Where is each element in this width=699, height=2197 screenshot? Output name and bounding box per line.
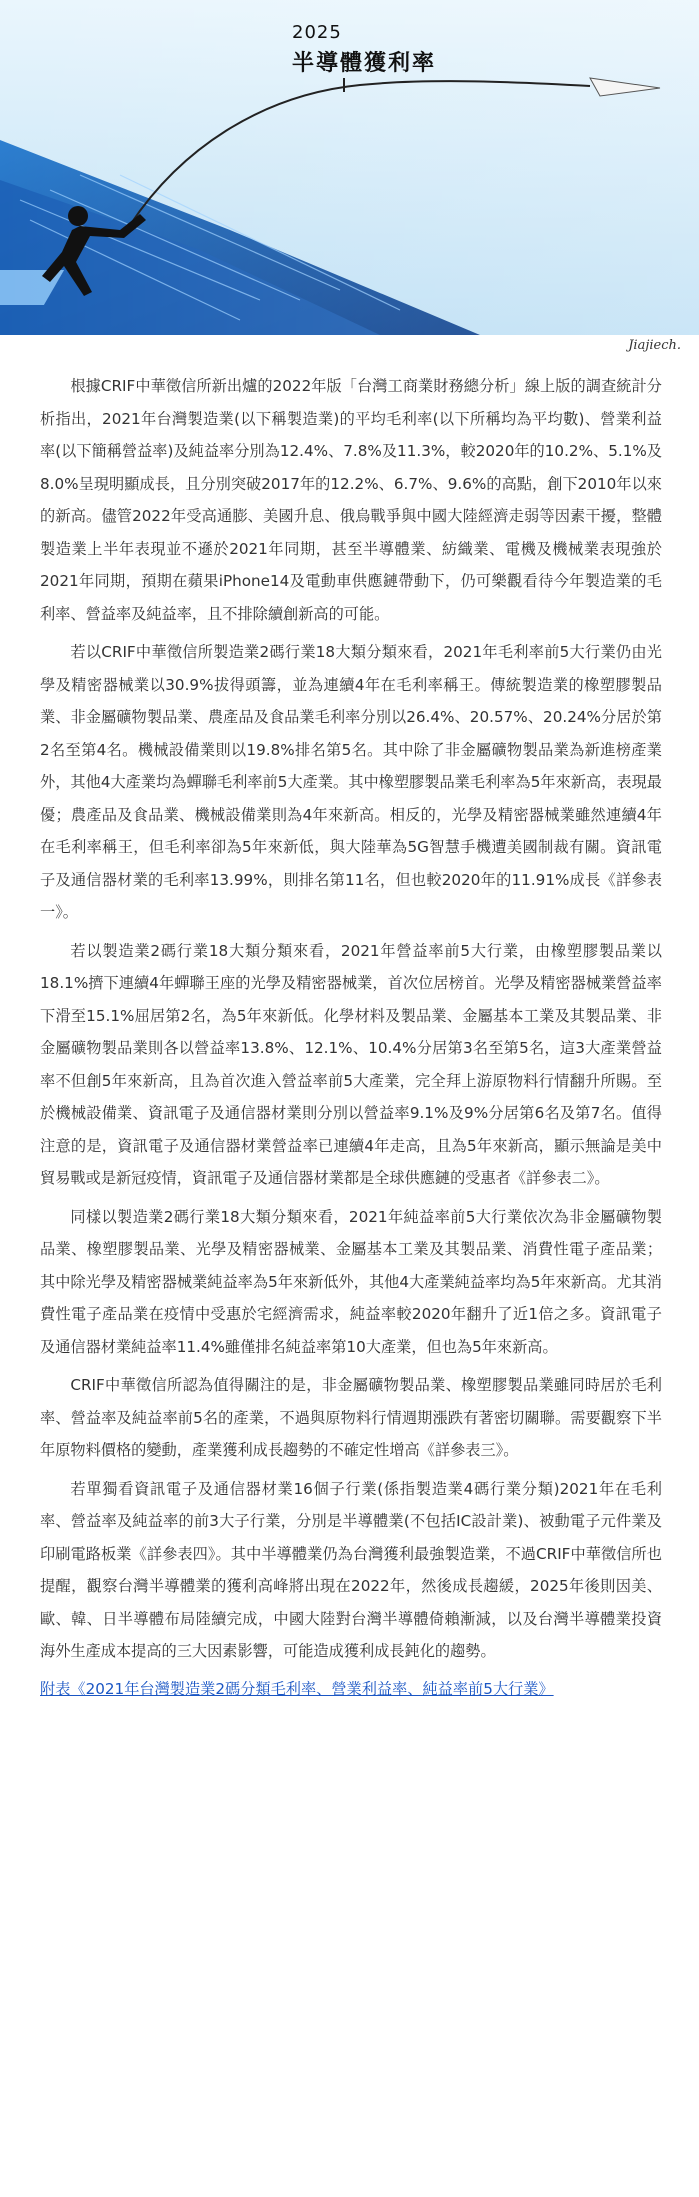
paragraph: CRIF中華徵信所認為值得關注的是，非金屬礦物製品業、橡塑膠製品業雖同時居於毛利率、營益率及純益率前5名的產業，不過與原物料行情週期漲跌有著密切關聯。需要觀察下半年原物料價格的變動，產業獲利成長趨勢的不確定性增高《詳參表三》。 [40, 1376, 662, 1459]
paragraph: 同樣以製造業2碼行業18大類分類來看，2021年純益率前5大行業依次為非金屬礦物製品業、橡塑膠製品業、光學及精密器械業、金屬基本工業及其製品業、消費性電子產品業；其中除光學及精密器械業純益率為5年來新低外，其他4大產業純益率均為5年來新高。尤其消費性電子產品業在疫情中受惠於宅經濟需求，純益率較2020年翻升了近1倍之多。資訊電子及通信器材業純益率11.4%雖僅排名純益率第10大產業，但也為5年來新高。 [40, 1207, 662, 1356]
artist-signature: Jiajiech. [628, 338, 681, 353]
paragraph: 若單獨看資訊電子及通信器材業16個子行業(係指製造業4碼行業分類)2021年在毛利率、營益率及純益率的前3大子行業，分別是半導體業(不包括IC設計業)、被動電子元件業及印刷電路板業《詳參表四》。其中半導體業仍為台灣獲利最強製造業，不過CRIF中華徵信所也提醒，觀察台灣半導體業的獲利高峰將出現在2022年，然後成長趨緩，2025年後則因美、歐、韓、日半導體布局陸續完成，中國大陸對台灣半導體倚賴漸減，以及台灣半導體業投資海外生產成本提高的三大因素影響，可能造成獲利成長鈍化的趨勢。 [40, 1479, 662, 1660]
paragraph: 若以製造業2碼行業18大類分類來看，2021年營益率前5大行業，由橡塑膠製品業以18.1%擠下連續4年蟬聯王座的光學及精密器械業，首次位居榜首。光學及精密器械業營益率下滑至15.1%屈居第2名，為5年來新低。化學材料及製品業、金屬基本工業及其製品業、非金屬礦物製品業則各以營益率13.8%、12.1%、10.4%分居第3名至第5名，這3大產業營益率不但創5年來新高，且為首次進入營益率前5大產業，完全拜上游原物料行情翻升所賜。至於機械設備業、資訊電子及通信器材業則分別以營益率9.1%及9%分居第6名及第7名。值得注意的是，資訊電子及通信器材業營益率已連續4年走高，且為5年來新高，顯示無論是美中貿易戰或是新冠疫情，資訊電子及通信器材業都是全球供應鏈的受惠者《詳參表二》。 [40, 941, 662, 1187]
appendix-link[interactable]: 附表《2021年台灣製造業2碼分類毛利率、營業利益率、純益率前5大行業》 [40, 1679, 554, 1698]
paragraph: 若以CRIF中華徵信所製造業2碼行業18大類分類來看，2021年毛利率前5大行業仍由光學及精密器械業以30.9%拔得頭籌，並為連續4年在毛利率稱王。傳統製造業的橡塑膠製品業、非金屬礦物製品業、農產品及食品業毛利率分別以26.4%、20.57%、20.24%分居於第2名至第4名。機械設備業則以19.8%排名第5名。其中除了非金屬礦物製品業為新進榜產業外，其他4大產業均為蟬聯毛利率前5大產業。其中橡塑膠製品業毛利率為5年來新高，表現最優；農產品及食品業、機械設備業則為4年來新高。相反的，光學及精密器械業雖然連續4年在毛利率稱王，但毛利率卻為5年來新低，與大陸華為5G智慧手機遭美國制裁有關。資訊電子及通信器材業的毛利率13.99%，則排名第11名，但也較2020年的11.91%成長《詳參表一》。 [40, 643, 662, 921]
hero-year: 2025 [292, 22, 342, 43]
article-body [40, 370, 662, 1704]
hero-title: 半導體獲利率 [292, 51, 437, 76]
paragraph: 根據CRIF中華徵信所新出爐的2022年版「台灣工商業財務總分析」線上版的調查統計分析指出，2021年台灣製造業(以下稱製造業)的平均毛利率(以下所稱均為平均數)、營業利益率(以下簡稱營益率)及純益率分別為12.4%、7.8%及11.3%，較2020年的10.2%、5.1%及8.0%呈現明顯成長，且分別突破2017年的12.2%、6.7%、9.6%的高點，創下2010年以來的新高。儘管2022年受高通膨、美國升息、俄烏戰爭與中國大陸經濟走弱等因素干擾，整體製造業上半年表現並不遜於2021年同期，甚至半導體業、紡織業、電機及機械業表現強於2021年同期，預期在蘋果iPhone14及電動車供應鏈帶動下，仍可樂觀看待今年製造業的毛利率、營益率及純益率，且不排除續創新高的可能。 [40, 377, 662, 623]
appendix-link-row [40, 1674, 662, 1704]
hero-image [0, 0, 699, 335]
